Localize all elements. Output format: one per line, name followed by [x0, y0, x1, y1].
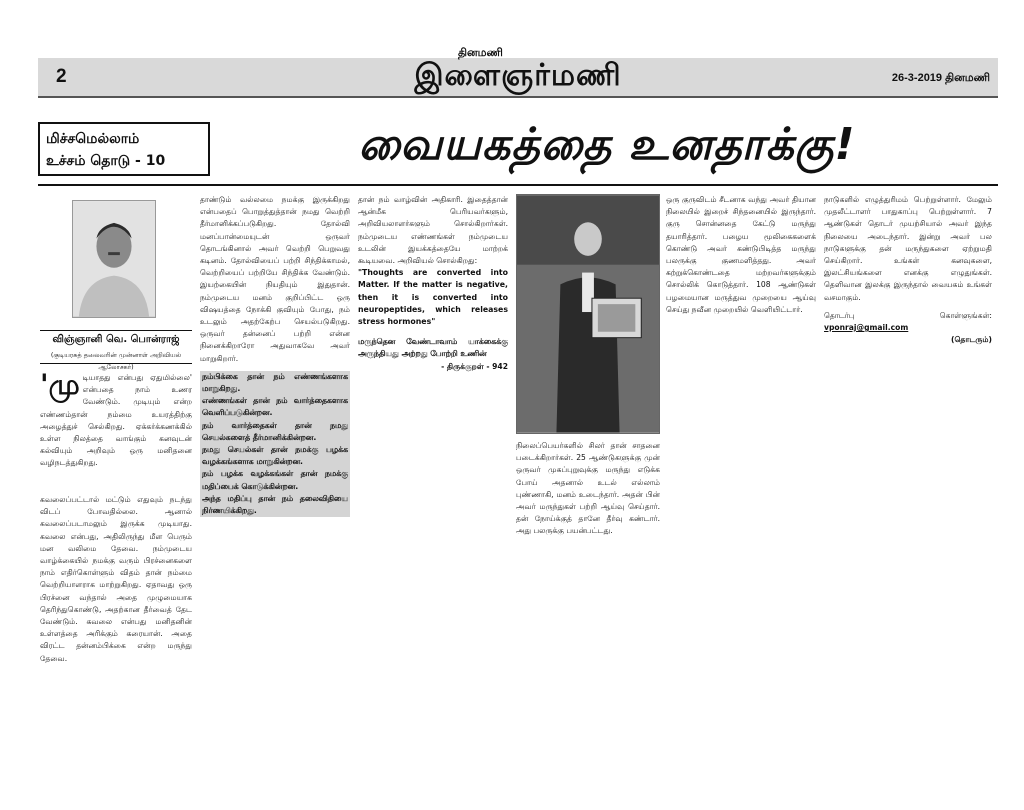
quote-line: எண்ணங்கள் தான் நம் வார்த்தைகளாக வெளிப்படுகின்றன. — [200, 395, 350, 419]
contact-prefix: தொடர்பு கொள்ளுங்கள்: — [824, 310, 992, 320]
byline — [40, 330, 192, 371]
page-number: 2 — [56, 66, 67, 87]
quote-line: நம் பழக்க வழக்கங்கள் தான் நமக்கு மதிப்பைக் கொடுக்கின்றன. — [200, 468, 350, 492]
series-line-2: உச்சம் தொடு - 10 — [46, 153, 166, 169]
kural-citation: - திருக்குறள் - 942 — [441, 361, 508, 371]
continued-label: (தொடரும்) — [951, 335, 992, 345]
author-photo — [72, 200, 156, 318]
quote-line: நம் வார்த்தைகள் தான் நமது செயல்களைத் தீர்மானிக்கின்றன. — [200, 420, 350, 444]
date-line: 26-3-2019 தினமணி — [891, 72, 990, 84]
column-4: நிலைப்பெயர்களில் சிலர் தான் சாதனை படைக்கிறார்கள். 25 ஆண்டுகளுக்கு முன் ஒருவர் முகப்புறுவுக்கு மருந்து எடுக்க போய் அதனால் உடல் எல்லாம் புண்ணாகி, மனம் உடைந்தார். அதன் பின் அவர் மருந்துகள் பற்றி ஆய்வு செய்தார். தன் நோய்க்குத் தானே தீர்வு கண்டார். அது பலருக்கு பயன்பட்டது. — [516, 441, 660, 536]
column-6-text: நாடுகளில் எழுத்துரிமம் பெற்றுள்ளார். மேலும் முதலீட்டாளர் பாதுகாப்பு பெற்றுள்ளார். 7 ஆண்டுகள் தொடர் முயற்சியால் அவர் இந்த நிலையை அடைந்தார். இன்று அவர் பல நாடுகளுக்கு தன் மருந்துகளை ஏற்றுமதி செய்கிறார். உங்கள் கனவுகளை, இலட்சியங்களை எனக்கு எழுதுங்கள். தெளிவான இலக்கு இருந்தால் வையகம் உங்கள் வசமாகும். — [824, 195, 992, 302]
column-3-text: தான் நம் வாழ்வின் அதிகாரி. இதைத்தான் ஆன்மீக பெரியவர்களும், அறிவியலாளர்களும் சொல்கிறார்கள். நம்முடைய எண்ணங்கள் நம்முடைய உடலின் இயக்கத்தையே மாற்றக் கூடியவை. அறிவியல் சொல்கிறது: — [358, 195, 508, 266]
masthead — [38, 46, 998, 98]
award-photo — [516, 194, 660, 434]
column-2 — [200, 194, 350, 794]
intro-paragraph — [40, 372, 192, 492]
contact-email-link[interactable]: vponraj@gmail.com — [824, 323, 909, 333]
kural: மருந்தென வேண்டாவாம் யாக்கைக்கு அருந்தியது அற்றது போற்றி உணின் — [358, 337, 508, 359]
series-line-1: மிச்சமெல்லாம் — [46, 131, 140, 147]
headline: வையகத்தை உனதாக்கு! — [358, 119, 856, 170]
contact-line — [824, 310, 992, 334]
series-box — [38, 122, 210, 176]
column-1: கவலைப்பட்டால் மட்டும் எதுவும் நடந்து விடப் போவதில்லை. ஆனால் கவலைப்படாமலும் இருக்க முடியாது. கவலை என்பது, அதிலிருந்து மீள பெரும் மன வலிமை தேவை. நம்முடைய வாழ்க்கையில் நமக்கு வரும் பிரச்னைகளை நாம் எதிர்கொள்ளும் விதம் தான் நம்மை வெற்றியாளராக மாற்றுகிறது. ஏதாவது ஒரு பிரச்னை வந்தால் அதை முழுமையாக தெரிந்துகொண்டு, அதற்கான தீர்வைத் தேட வேண்டும். கவலை என்பது மனிதனின் உள்ளத்தை அரிக்கும் கரையான். அதை விரட்ட தன்னம்பிக்கை என்ற மருந்து தேவை. — [40, 495, 192, 663]
author-name: விஞ்ஞானி வெ. பொன்ராஜ் — [52, 334, 180, 345]
column-6 — [824, 194, 992, 794]
quote-line: அந்த மதிப்பு தான் நம் தலைவிதியை நிர்ணயிக்கிறது. — [200, 493, 350, 517]
column-2-text: தாண்டும் வல்லமை நமக்கு இருக்கிறது என்பதைப் பொறுத்துத்தான் நமது வெற்றி தீர்மானிக்கப்படுகிறது. தோல்வி மனப்பான்மையுடன் ஒருவர் தொடங்கினால் அவர் வெற்றி பெறுவது கடினம். தோல்வியைப் பற்றி சிந்திக்காமல், வெற்றியைப் பற்றியே சிந்திக்க வேண்டும். இயற்கையின் நியதியும் இதுதான். நம்முடைய மனம் குறிப்பிட்ட ஒரு விஷயத்தை நோக்கி குவியும் போது, நம் உடலும் அதற்கேற்ப செயல்படுகிறது. ஒருவர் தன்னைப் பற்றி என்ன நினைக்கிறாரோ அதுவாகவே அவர் மாறுகிறார். — [200, 195, 350, 363]
intro-text: டியாதது என்பது ஏதுமில்லை' என்பதை நாம் உணர வேண்டும். முடியும் என்ற எண்ணம்தான் நம்மை உயரத்திற்கு அழைத்துச் செல்கிறது. ஏக்கர்க்கணக்கில் உள்ள நிலத்தை வாங்கும் கனவுடன் கல்வியும் அறிவும் ஒரு மனிதனை வழிநடத்துகிறது. — [40, 373, 192, 468]
award-recipient-image-icon — [517, 195, 659, 433]
publisher-name: தினமணி — [458, 46, 503, 59]
author-portrait-icon — [73, 201, 155, 317]
author-role: (குடியரசுத் தலைவரின் முன்னாள் அறிவியல் ஆலோசகர்) — [50, 351, 182, 371]
quote-line: நமது செயல்கள் தான் நமக்கு பழக்க வழக்கங்களாக மாறுகின்றன. — [200, 444, 350, 468]
column-3 — [358, 194, 508, 794]
publication-title: இளைஞர்மணி — [414, 58, 622, 93]
quote-box — [200, 371, 350, 517]
column-5: ஒரு குருவிடம் சீடனாக வந்து அவர் தியான நிலையில் இறைச் சிந்தனையில் இருந்தார். குரு சொன்னதை கேட்டு மருந்து தயாரித்தார். பழைய மூலிகைகளைக் கொண்டு அவர் கண்டுபிடித்த மருந்து பலருக்கு குணமளித்தது. அவர் கற்றுக்கொண்டதை மற்றவர்களுக்கும் சொல்லிக் கொடுத்தார். 108 ஆண்டுகள் பழமையான மருத்துவ முறையை ஆய்வு செய்து நவீன முறையில் வெளியிட்டார். — [666, 195, 816, 314]
science-quote: "Thoughts are converted into Matter. If the matter is negative, then it is converted into neuropeptides, which releases stress hormones" — [358, 268, 508, 327]
quote-line: நம்பிக்கை தான் நம் எண்ணங்களாக மாறுகிறது. — [200, 371, 350, 395]
headline-rule — [38, 184, 998, 186]
drop-cap: 'மு — [40, 372, 80, 401]
